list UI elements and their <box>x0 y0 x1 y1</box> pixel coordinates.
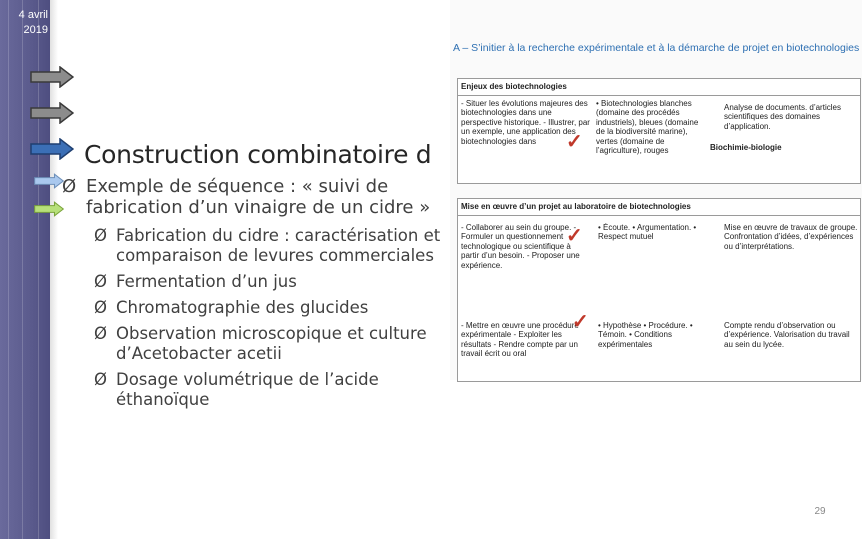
document-heading: A – S’initier à la recherche expérimentale et à la démarche de projet en biotechnologies <box>453 42 860 54</box>
bullet-marker-icon: Ø <box>94 324 107 343</box>
bullet-item <box>60 176 470 218</box>
check-mark-icon: ✓ <box>566 131 583 153</box>
table-header: Mise en œuvre d’un projet au laboratoire de biotechnologies <box>458 199 860 216</box>
sidebar-decor-line <box>8 0 9 539</box>
check-mark-icon: ✓ <box>566 225 583 247</box>
sidebar-decor-line <box>22 0 23 539</box>
table-cell: - Mettre en œuvre une procédure expérimentale - Exploiter les résultats - Rendre compte par un travail écrit ou oral <box>461 321 579 359</box>
page-number: 29 <box>814 506 826 517</box>
bullet-marker-icon: Ø <box>94 298 107 317</box>
sub-bullet-item <box>60 370 470 410</box>
bullet-marker-icon: Ø <box>94 272 107 291</box>
table-cell: Compte rendu d’observation ou d’expérience. Valorisation du travail au sein du lycée. <box>724 321 850 349</box>
slide-date <box>0 8 48 38</box>
gray-arrow-icon <box>30 66 74 88</box>
table-cell: - Collaborer au sein du groupe. - Formuler un questionnement technologique ou scientifique à partir d’un besoin. - Proposer une expérience. <box>461 223 580 270</box>
table-cell: • Écoute. • Argumentation. • Respect mutuel <box>598 223 697 242</box>
table-cell: - Situer les évolutions majeures des biotechnologies dans une perspective historique. - Illustrer, par un exemple, une application des biotechnologies dans <box>461 99 590 146</box>
date-line1: 4 avril <box>18 9 48 21</box>
bullet-text: Exemple de séquence : « suivi de fabrication d’un vinaigre de un cidre » <box>86 176 431 218</box>
sub-bullet-text: Observation microscopique et culture d’Acetobacter acetii <box>116 324 427 363</box>
sub-bullet-item <box>60 272 470 292</box>
sub-bullet-text: Fabrication du cidre : caractérisation et comparaison de levures commerciales <box>116 226 441 265</box>
gray-arrow-icon <box>30 102 74 124</box>
table-enjeux <box>457 78 861 184</box>
table-cell: Mise en œuvre de travaux de groupe. Confrontation d’idées, d’expériences ou d’interprétations. <box>724 223 858 251</box>
sub-bullet-item <box>60 298 470 318</box>
slide-title: Construction combinatoire d <box>84 140 432 169</box>
blue-arrow-icon <box>30 138 74 160</box>
bullet-marker-icon: Ø <box>94 370 107 389</box>
table-cell-link: Biochimie-biologie <box>710 143 782 152</box>
sub-bullet-item <box>60 324 470 364</box>
sub-bullet-item <box>60 226 470 266</box>
sub-bullet-text: Chromatographie des glucides <box>116 298 369 317</box>
bullet-marker-icon: Ø <box>94 226 107 245</box>
table-cell: • Biotechnologies blanches (domaine des procédés industriels), bleues (domaine de la biodiversité marine), vertes (domaine de l’agriculture), rouges <box>596 99 699 156</box>
table-cell-text: Analyse de documents. d’articles scientifiques des domaines d’application. <box>724 103 841 131</box>
sub-bullet-text: Fermentation d’un jus <box>116 272 297 291</box>
bullet-marker-icon: Ø <box>62 176 77 197</box>
table-header: Enjeux des biotechnologies <box>458 79 860 96</box>
sub-bullet-text: Dosage volumétrique de l’acide éthanoïque <box>116 370 379 409</box>
bullet-list <box>60 176 470 416</box>
date-line2: 2019 <box>23 24 48 36</box>
check-mark-icon: ✓ <box>572 311 589 333</box>
table-projet <box>457 198 861 382</box>
table-cell: • Hypothèse • Procédure. • Témoin. • Conditions expérimentales <box>598 321 693 349</box>
